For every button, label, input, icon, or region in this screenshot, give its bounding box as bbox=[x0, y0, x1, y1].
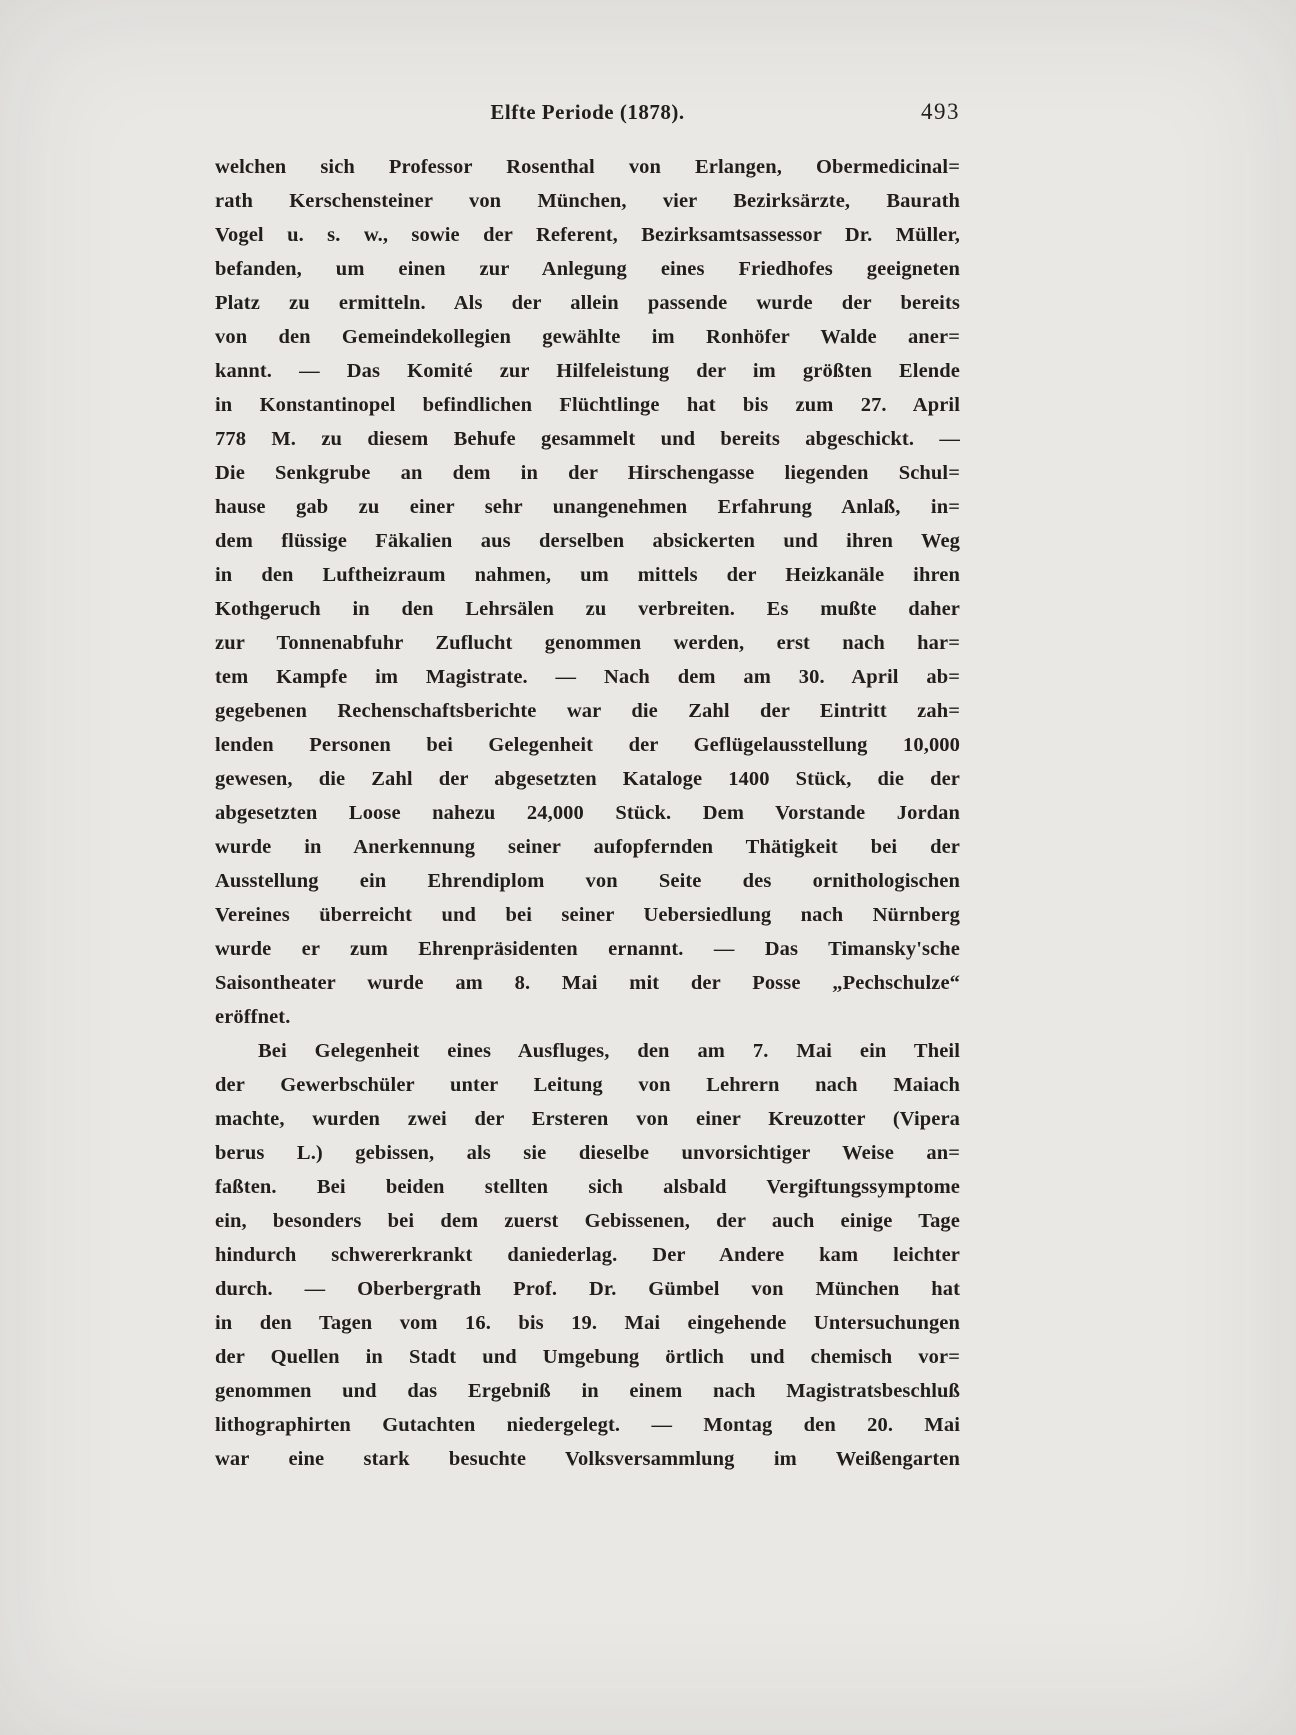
text-line: Bei Gelegenheit eines Ausfluges, den am 7. Mai ein Theil bbox=[258, 1040, 960, 1062]
text-line: Kothgeruch in den Lehrsälen zu verbreiten. Es mußte daher bbox=[215, 598, 960, 620]
text-line: in Konstantinopel befindlichen Flüchtlinge hat bis zum 27. April bbox=[215, 394, 960, 416]
text-line: lithographirten Gutachten niedergelegt. — Montag den 20. Mai bbox=[215, 1414, 960, 1436]
page-number: 493 bbox=[921, 99, 960, 124]
paragraph bbox=[215, 1034, 960, 1476]
running-header bbox=[215, 100, 960, 134]
text-line: von den Gemeindekollegien gewählte im Ronhöfer Walde aner= bbox=[215, 326, 960, 348]
text-line: gewesen, die Zahl der abgesetzten Kataloge 1400 Stück, die der bbox=[215, 768, 960, 790]
text-line: zur Tonnenabfuhr Zuflucht genommen werden, erst nach har= bbox=[215, 632, 960, 654]
text-line: abgesetzten Loose nahezu 24,000 Stück. Dem Vorstande Jordan bbox=[215, 802, 960, 824]
text-line: hindurch schwererkrankt daniederlag. Der Andere kam leichter bbox=[215, 1244, 960, 1266]
paragraph bbox=[215, 150, 960, 1034]
text-line: rath Kerschensteiner von München, vier Bezirksärzte, Baurath bbox=[215, 190, 960, 212]
text-line: kannt. — Das Komité zur Hilfeleistung der im größten Elende bbox=[215, 360, 960, 382]
text-line: Vereines überreicht und bei seiner Uebersiedlung nach Nürnberg bbox=[215, 904, 960, 926]
text-line: welchen sich Professor Rosenthal von Erlangen, Obermedicinal= bbox=[215, 156, 960, 178]
text-line: faßten. Bei beiden stellten sich alsbald Vergiftungssymptome bbox=[215, 1176, 960, 1198]
text-line: durch. — Oberbergrath Prof. Dr. Gümbel von München hat bbox=[215, 1278, 960, 1300]
text-line: in den Tagen vom 16. bis 19. Mai eingehende Untersuchungen bbox=[215, 1312, 960, 1334]
header-title: Elfte Periode (1878). bbox=[490, 100, 685, 124]
text-line: der Quellen in Stadt und Umgebung örtlich und chemisch vor= bbox=[215, 1346, 960, 1368]
text-line: war eine stark besuchte Volksversammlung im Weißengarten bbox=[215, 1448, 960, 1470]
text-line: der Gewerbschüler unter Leitung von Lehrern nach Maiach bbox=[215, 1074, 960, 1096]
text-line: gegebenen Rechenschaftsberichte war die Zahl der Eintritt zah= bbox=[215, 700, 960, 722]
text-line: befanden, um einen zur Anlegung eines Friedhofes geeigneten bbox=[215, 258, 960, 280]
text-line: 778 M. zu diesem Behufe gesammelt und bereits abgeschickt. — bbox=[215, 428, 960, 450]
text-line: Vogel u. s. w., sowie der Referent, Bezirksamtsassessor Dr. Müller, bbox=[215, 224, 960, 246]
text-line: in den Luftheizraum nahmen, um mittels der Heizkanäle ihren bbox=[215, 564, 960, 586]
body-text bbox=[215, 150, 960, 1476]
text-line: dem flüssige Fäkalien aus derselben absickerten und ihren Weg bbox=[215, 530, 960, 552]
text-line: Ausstellung ein Ehrendiplom von Seite des ornithologischen bbox=[215, 870, 960, 892]
text-line: Platz zu ermitteln. Als der allein passende wurde der bereits bbox=[215, 292, 960, 314]
text-line: berus L.) gebissen, als sie dieselbe unvorsichtiger Weise an= bbox=[215, 1142, 960, 1164]
text-line: lenden Personen bei Gelegenheit der Geflügelausstellung 10,000 bbox=[215, 734, 960, 756]
text-line: Saisontheater wurde am 8. Mai mit der Posse „Pechschulze“ bbox=[215, 972, 960, 994]
text-line: machte, wurden zwei der Ersteren von einer Kreuzotter (Vipera bbox=[215, 1108, 960, 1130]
text-line: genommen und das Ergebniß in einem nach Magistratsbeschluß bbox=[215, 1380, 960, 1402]
text-line: wurde in Anerkennung seiner aufopfernden Thätigkeit bei der bbox=[215, 836, 960, 858]
text-line: ein, besonders bei dem zuerst Gebissenen, der auch einige Tage bbox=[215, 1210, 960, 1232]
text-line: Die Senkgrube an dem in der Hirschengasse liegenden Schul= bbox=[215, 462, 960, 484]
text-line: tem Kampfe im Magistrate. — Nach dem am 30. April ab= bbox=[215, 666, 960, 688]
text-line: eröffnet. bbox=[215, 1006, 291, 1028]
text-line: wurde er zum Ehrenpräsidenten ernannt. — Das Timansky'sche bbox=[215, 938, 960, 960]
text-line: hause gab zu einer sehr unangenehmen Erfahrung Anlaß, in= bbox=[215, 496, 960, 518]
